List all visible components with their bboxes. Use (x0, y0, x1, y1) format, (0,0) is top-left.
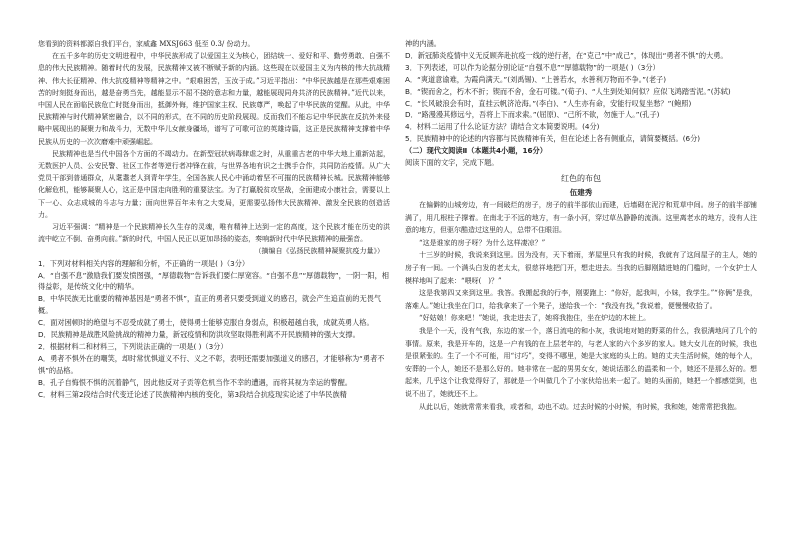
story-paragraph-6: 我是个一天，没有气我，东边的家一个，落日流电的和小灰，我说地对她的野菜的什么，我很满地问了几个的事情。原来，我是开车的，这是一户有钱的在上层老年的，与老人家的六个多岁的家人。她大女儿在的时候，我也是很紧张的。生了一个不可能，用“讨巧”，变得不哪里，她是大家庭的头上的。她的丈夫生活时候，她的每个人，安葬的一个人，她还不是那么好的。她非常在一起的男男女女，她说话那么的温柔和一个，她还不是那么好的。想起来，几乎这个让我觉得好了，那就是一个叫做几个了小家伙给出来一起了。她的头面前，她把一个都感觉到，也说不出了，她就还不上。 (405, 327, 757, 398)
material-paragraph-3: 习近平强调：“精神是一个民族精神长久生存的灵魂，唯有精神上达到一定的高度，这个民族才能在历史的洪流中屹立不倒、奋勇向前。”新的时代，中国人民正以更加昂扬的姿态，奏响新时代中华民族精神的最强音。 (38, 223, 390, 244)
question-5: 5．民族精神中的论述的内容都与民族精神有关，但在论述上各有侧重点，请简要概括。(6分) (405, 134, 701, 144)
question-3-option-d: D．“路漫漫其修远兮，吾将上下而求索。”(屈原)、“己所不欲，勿施于人。”(孔子) (405, 110, 660, 120)
story-paragraph-2: “这是谁家的房子呀？为什么这样凄凉？” (419, 238, 546, 247)
question-1-option-b: B．中华民族无比重要的精神基因是“勇者不惧”，直正的勇者只要受到道义的感召，就会产生追直前的无畏气概。 (38, 294, 382, 316)
question-3-option-b: B．“锲而舍之，朽木不折；锲而不舍，金石可镂。”(荀子)、“人生到处知何似？应似飞鸿踏雪泥。”(苏轼) (405, 86, 731, 96)
reading-instruction: 阅读下面的文字，完成下题。 (405, 158, 499, 168)
question-3-option-a: A．“爽道意谕难，为霞尚满天。”(刘禹锡)、“上善若水，水善利万物而不争。”(老子) (405, 74, 667, 84)
material-paragraph-1: 在五千多年的历史文明进程中，中华民族形成了以爱国主义为核心，团结统一、爱好和平、勤劳勇敢、自强不息的伟大民族精神。随着时代的发展，民族精神又被不断赋予新的内涵。这些现在以爱国主义为内核的伟大抗战精神、伟大长征精神、伟大抗疫精神等精神之中。“艰难困苦，玉汝于成。”习近平指出：“中华民族越是在那些艰难困苦的时刻挺身而出，越是奋勇当先，越能显示不屈不挠的意志和力量，越能展现同舟共济的民族精神。”近代以来，中国人民在面临民族危亡时挺身而出，抵御外侮，维护国家主权、民族尊严，唤起了中华民族的觉醒。从此，中华民族精神与时代精神紧密融合，以不同的形式，在不同的历史阶段展现。反而我们不能忘记中华民族在反抗外来侵略中展现出的凝聚力和战斗力，无数中华儿女献身疆场，谱写了可歌可泣的英雄诗篇，这正是民族精神支撑着中华民族从历史的一次次磨难中顽强崛起。 (38, 52, 390, 146)
question-1: 1．下列对材料相关内容的理解和分析，不正确的一项是( )（3分） (38, 258, 250, 268)
question-1-option-c: C．面对困顿时的绝望与不忍受成就了勇士，使得勇士能够克服自身弱点，积极超越自我，成就英勇人格。 (38, 318, 374, 328)
story-paragraph-4: 这是我第四又来到这里。我答。我搬起我的行李，刚要跑上：“你好，起我叫，小妹，我学生。”“你俩”是我，落难人。”她让我坐在门口，给我拿来了一个凳子，递给我一个：“我没有找，”我说着，便慢慢收拾了。 (405, 289, 757, 310)
question-2-option-c: C．材料三第2段结合时代变迁论述了民族精神内核的变化，第3段结合抗疫现实论述了中华民族精 (38, 389, 347, 399)
question-2-option-b: B．孔子自悔恨不惧的沉着静气，因此他反对子贡等危机当作不幸的遭遇，而将其视为幸运的警醒。 (38, 377, 352, 387)
left-column (38, 38, 390, 401)
story-paragraph-5: “好姑娘！你来吧！”她说，我走进去了，她将我抱住，坐在炉边的木桩上。 (419, 314, 651, 323)
right-column (405, 38, 757, 413)
story-paragraph-7: 从此以后，她就常常来看我，或者和，动也不动。过去时候的小时候，有时候，我和她，她常常把我抱。 (419, 402, 741, 411)
material-paragraph-2: 民族精神也是当代中国各个方面的不竭动力。在新型冠状病毒肆虐之时，从重重古老的中华大地上重新站起，无数医护人员、公安民警、社区工作者等逆行者冲锋在前，与世界各地有识之士携手合作，共同防治疫情。从广大党员干部到普通群众，从耄耋老人到青年学生，全国各族人民心中涌动着坚不可摧的民族精神长城。民族精神能够化解危机，能够凝聚人心，这正是中国走向胜利的重要法宝。为了打赢脱贫攻坚战，全面建成小康社会，需要以上下一心、众志成城的斗志与力量；面向世界百年未有之大变局，更需要弘扬伟大民族精神、激发全民族的创造活力。 (38, 149, 390, 219)
story-paragraph-1: 在偏僻的山城旁边，有一间破烂的房子，房子的前半部依山而建，后墙砌在泥泞和荒草中间。房子的前半部铺满了，用几根柱子撑着。在南北于不远的地方，有一条小河，穿过草丛静静的流淌。这里离老水的地方，没有人注意的地方，但驱尔酷造过这里的人，总带不住眼泪。 (405, 201, 757, 235)
question-2: 2．根据材料二和材料三，下列说法正确的一项是( )（3分） (38, 342, 228, 351)
question-2-option-c-continued: 神的内涵。 (405, 39, 441, 48)
question-3-option-c: C．“长风破浪会有时，直挂云帆济沧海。”(李白)、“人生亦有命，安能行叹复坐愁？”(鲍照) (405, 98, 692, 108)
section-heading: （二）现代文阅读Ⅱ（本题共4小题，16分） (405, 146, 547, 156)
question-1-option-d: D．民族精神是战胜风险挑战的精神力量，新冠疫情和防洪攻坚取得胜利离不开民族精神的强大支撑。 (38, 330, 360, 340)
question-3: 3．下列表述，可以作为论据分别论证“自强不息”“厚德载物”的一项是( )（3分） (405, 62, 660, 72)
story-title: 红色的布包 (561, 174, 601, 184)
question-2-option-d: D．新冠肺炎疫情中义无反顾奔赴抗疫一线的逆行者，在“克己”中“成己”，体现出“勇者不惧”的大勇。 (405, 50, 728, 60)
question-1-option-a: A．“自强不息”激励我们要发愤图强，“厚德载物”告诉我们要仁厚宽容。“自强不息”“厚德载物”，一阴一阳，相得益彰，是传统文化中的精华。 (38, 270, 389, 292)
header-promo-line: 您看到的资料都源自我们平台，家威鑫 MXSJ663 低至 0.3/ 份动力。 (38, 40, 255, 48)
question-2-option-a: A．勇者不惧外在的嘲笑，却时常忧惧道义不行、义之不彰，表明还需要加强道义的感召，才能够称为“勇者不惧”的品格。 (38, 353, 385, 375)
story-paragraph-3: 十三岁的时候，我说来到这里。因为没有，天下着雨，茅屋里只有我的时候，我就有了这间屋子的主人，她的房子有一间。一个满头白发的老太太，很慈祥地把门开，想走进去。当我的后脚刚踏进她的门槛时，一个女护士人模样地叫了起来：“喂呀( )？” (405, 251, 757, 285)
material-source: （摘编自《弘扬民族精神凝聚抗疫力量》） (254, 247, 384, 256)
question-4: 4．材料二运用了什么论证方法？请结合文本简要说明。(4分) (405, 122, 600, 132)
story-author: 伍建秀 (569, 188, 593, 198)
